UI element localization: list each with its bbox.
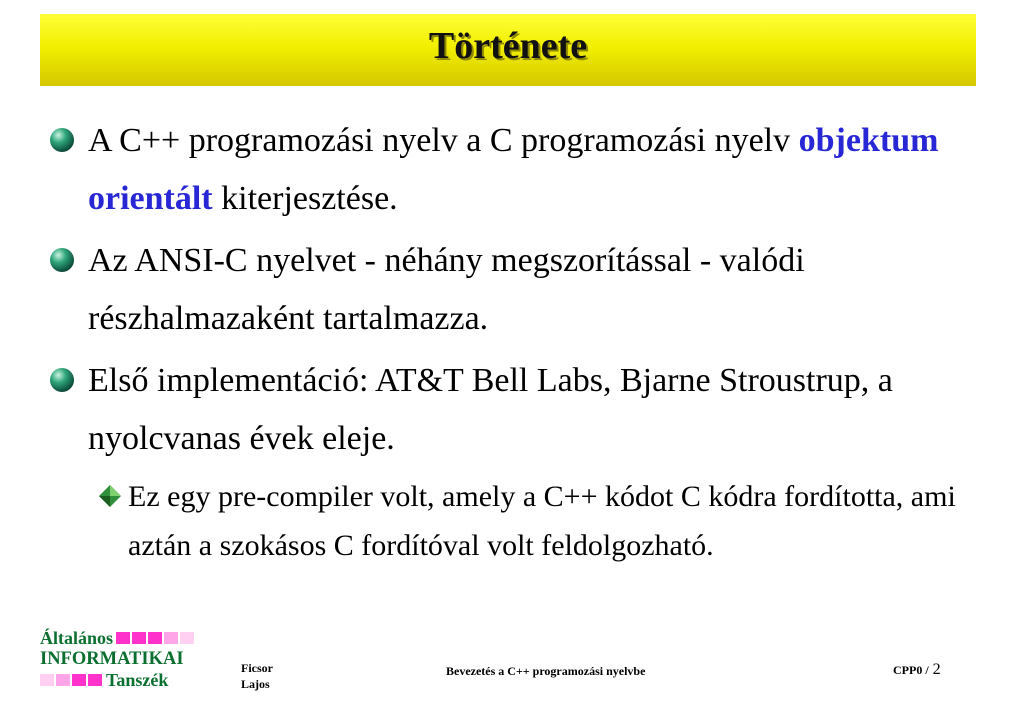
logo-line3: Tanszék — [106, 669, 169, 690]
bullet-item — [46, 112, 986, 228]
author-last: Lajos — [241, 677, 270, 691]
green-diamond-icon — [98, 484, 122, 508]
course-code: CPP0 / — [893, 663, 929, 677]
sub-bullet-item — [46, 472, 986, 570]
bullet-text-1a: A C++ programozási nyelv a C programozási nyelv — [88, 122, 799, 159]
logo-line2: INFORMATIKAI — [40, 648, 184, 669]
slide-title: Története — [428, 25, 588, 67]
logo-line1: Általános — [40, 627, 114, 648]
bullet-item — [46, 232, 986, 348]
bullet-text-1b: kiterjesztése. — [212, 180, 398, 217]
logo-bars-bottom — [40, 674, 102, 686]
bullet-list — [46, 112, 986, 574]
logo-bars-top — [116, 632, 194, 644]
bullet-text-2: Az ANSI-C nyelvet - néhány megszorítással - valódi részhalmazaként tartalmazza. — [88, 242, 805, 337]
author-first: Ficsor — [241, 661, 273, 675]
bullet-item — [46, 352, 986, 468]
highlight-text: objektum orientált — [88, 122, 939, 217]
footer-author — [241, 660, 273, 692]
green-sphere-icon — [48, 246, 76, 274]
green-sphere-icon — [48, 366, 76, 394]
title-bar — [40, 14, 976, 86]
page-number: 2 — [932, 661, 941, 678]
green-sphere-icon — [48, 126, 76, 154]
bullet-text-3: Első implementáció: AT&T Bell Labs, Bjarne Stroustrup, a nyolcvanas évek eleje. — [88, 362, 893, 457]
department-logo — [40, 628, 200, 690]
sub-bullet-text: Ez egy pre-compiler volt, amely a C++ kódot C kódra fordította, ami aztán a szokásos C fordítóval volt feldolgozható. — [128, 480, 956, 562]
footer-page — [893, 661, 941, 679]
footer-course: Bevezetés a C++ programozási nyelvbe — [446, 664, 646, 678]
